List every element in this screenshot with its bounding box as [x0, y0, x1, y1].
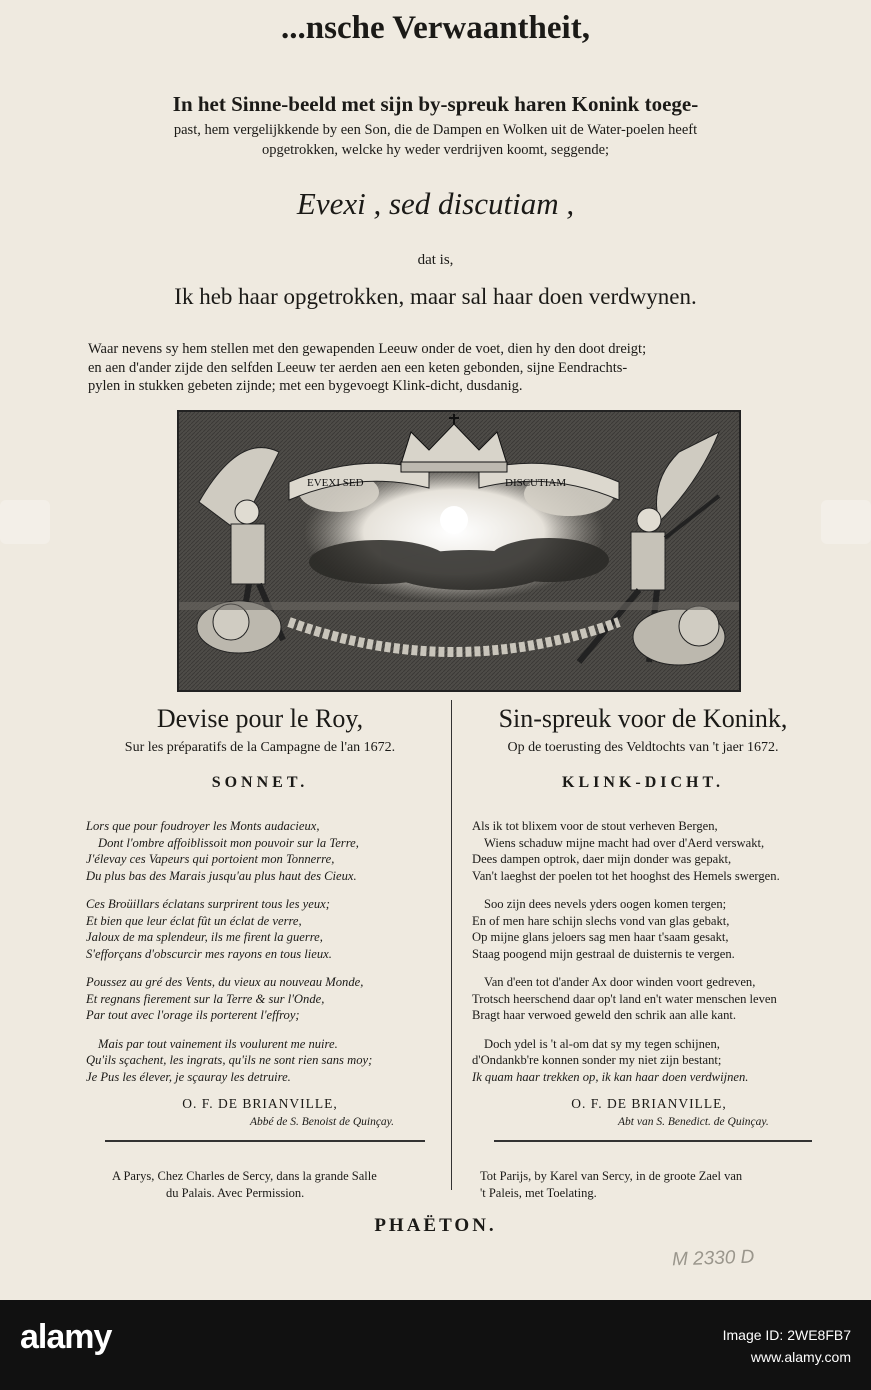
verse-line: Staag poogend mijn gestraal de duisternis te vergen.: [472, 946, 735, 961]
imprint-line: 't Paleis, met Toelating.: [480, 1186, 597, 1200]
verse-line: Et regnans fierement sur la Terre & sur l'Onde,: [86, 991, 325, 1006]
alamy-logo: alamy: [20, 1318, 112, 1356]
french-heading: Devise pour le Roy,: [156, 704, 364, 733]
verse-line: Bragt haar verwoed geweld den schrik aan alle kant.: [472, 1008, 737, 1022]
motto-translation: Ik heb haar opgetrokken, maar sal haar doen verdwynen.: [174, 284, 697, 309]
intro-line: pylen in stukken gebeten zijnde; met een bygevoegt Klink-dicht, dusdanig.: [88, 378, 523, 394]
subtitle-line-1: In het Sinne-beeld met sijn by-spreuk haren Konink toege-: [172, 92, 699, 116]
verse-line: Lors que pour foudroyer les Monts audacieux,: [86, 819, 320, 833]
dutch-abt-title: Abt van S. Benedict. de Quinçay.: [618, 1116, 769, 1128]
verse-line: Soo zijn dees nevels yders oogen komen tergen;: [484, 897, 727, 911]
french-genre: SONNET.: [211, 774, 309, 791]
verse-line: Dees dampen optrok, daer mijn donder was gepakt,: [472, 852, 732, 866]
verse-line: Wiens schaduw mijne macht had over d'Aerd verswakt,: [484, 835, 765, 850]
imprint-line: Tot Parijs, by Karel van Sercy, in de groote Zael van: [480, 1169, 743, 1183]
imprint-line: du Palais. Avec Permission.: [166, 1186, 305, 1200]
verse-line: Du plus bas des Marais jusqu'au plus haut des Cieux.: [86, 868, 357, 883]
dat-is: dat is,: [417, 252, 454, 268]
verse-line: Op mijne glans jeloers sag men haar t'saam gesakt,: [472, 930, 729, 944]
stanza: [472, 1036, 862, 1086]
verse-line: Poussez au gré des Vents, du vieux au nouveau Monde,: [86, 975, 364, 989]
image-id: Image ID: 2WE8FB7: [722, 1327, 851, 1343]
french-subheading: Sur les préparatifs de la Campagne de l'an 1672.: [124, 740, 396, 755]
dutch-heading: Sin-spreuk voor de Konink,: [498, 704, 788, 733]
verse-line: J'élevay ces Vapeurs qui portoient mon Tonnerre,: [86, 852, 335, 866]
verse-line: Doch ydel is 't al-om dat sy my tegen schijnen,: [484, 1036, 720, 1051]
stanza: [472, 974, 862, 1024]
pencil-inventory-number: M 2330 D: [671, 1246, 755, 1271]
dutch-column-header: [453, 704, 833, 792]
french-signature: O. F. DE BRIANVILLE,: [182, 1096, 338, 1111]
stanza: [86, 896, 476, 962]
banner-text-left: EVEXI SED: [307, 477, 364, 489]
banner-text-right: DISCUTIAM: [505, 477, 567, 489]
french-rule: [105, 1140, 425, 1142]
dutch-subheading: Op de toerusting des Veldtochts van 't jaer 1672.: [507, 740, 779, 755]
imprint-line: A Parys, Chez Charles de Sercy, dans la grande Salle: [112, 1169, 377, 1183]
verse-line: En of men hare schijn slechs vond van glas gebakt,: [472, 913, 730, 928]
dutch-rule: [494, 1140, 812, 1142]
author-pseudonym: PHAËTON.: [374, 1215, 497, 1236]
horizon: [179, 602, 739, 610]
verse-line: d'Ondankb're konnen sonder my niet zijn bestant;: [472, 1053, 722, 1067]
intro-line: en aen d'ander zijde den selfden Leeuw ter aerden aen een keten gebonden, sijne Eendrachts-: [88, 359, 628, 376]
stanza: [86, 818, 476, 884]
dutch-signature: O. F. DE BRIANVILLE,: [571, 1096, 727, 1111]
dutch-sonnet: [472, 818, 862, 1097]
verse-line: Jaloux de ma splendeur, ils me firent la guerre,: [86, 930, 323, 944]
verse-line: Ik quam haar trekken op, ik kan haar doen verdwijnen.: [472, 1069, 749, 1084]
verse-line: Ces Broüillars éclatans surprirent tous les yeux;: [86, 897, 330, 911]
dutch-imprint: [480, 1168, 742, 1202]
dutch-genre: KLINK-DICHT.: [562, 774, 724, 791]
stanza: [86, 1036, 476, 1086]
page-title: ...nsche Verwaantheit,: [281, 10, 590, 46]
image-id-block: [723, 1324, 851, 1368]
verse-line: Als ik tot blixem voor de stout verheven Bergen,: [472, 819, 718, 833]
watermark-right-icon: [821, 500, 871, 544]
french-abbe-title: Abbé de S. Benoist de Quinçay.: [250, 1116, 395, 1128]
verse-line: Mais par tout vainement ils voulurent me nuire.: [98, 1036, 338, 1051]
verse-line: S'efforçans d'obscurcir mes rayons en tous lieux.: [86, 946, 332, 961]
subtitle-line-3: opgetrokken, welcke hy weder verdrijven koomt, seggende;: [261, 142, 610, 158]
allegorical-engraving: [177, 410, 741, 692]
image-url: www.alamy.com: [750, 1349, 851, 1365]
intro-line: Waar nevens sy hem stellen met den gewapenden Leeuw onder de voet, dien hy den doot dreigt;: [88, 341, 647, 357]
verse-line: Van d'een tot d'ander Ax door winden voort gedreven,: [484, 975, 756, 989]
stanza: [86, 974, 476, 1024]
verse-line: Van't laeghst der poelen tot het hooghst des Hemels swergen.: [472, 868, 780, 883]
verse-line: Dont l'ombre affoiblissoit mon pouvoir sur la Terre,: [98, 835, 359, 850]
french-sonnet: [86, 818, 476, 1097]
stanza: [472, 818, 862, 884]
french-column-header: [70, 704, 450, 792]
stanza: [472, 896, 862, 962]
engraving-illustration: [179, 412, 739, 690]
verse-line: Et bien que leur éclat fût un éclat de verre,: [86, 913, 302, 928]
watermark-left-icon: [0, 500, 50, 544]
latin-motto: Evexi , sed discutiam ,: [296, 186, 575, 221]
verse-line: Trotsch heerschend daar op't land en't water menschen leven: [472, 991, 777, 1006]
verse-line: Je Pus les élever, je sçauray les detruire.: [86, 1069, 291, 1084]
verse-line: Par tout avec l'orage ils porterent l'effroy;: [86, 1008, 300, 1022]
sun-icon: [440, 506, 468, 534]
subtitle-line-2: past, hem vergelijkkende by een Son, die de Dampen en Wolken uit de Water-poelen heeft: [173, 122, 698, 138]
intro-paragraph: [88, 340, 788, 396]
french-imprint: [112, 1168, 377, 1202]
verse-line: Qu'ils sçachent, les ingrats, qu'ils ne sont rien sans moy;: [86, 1053, 373, 1067]
